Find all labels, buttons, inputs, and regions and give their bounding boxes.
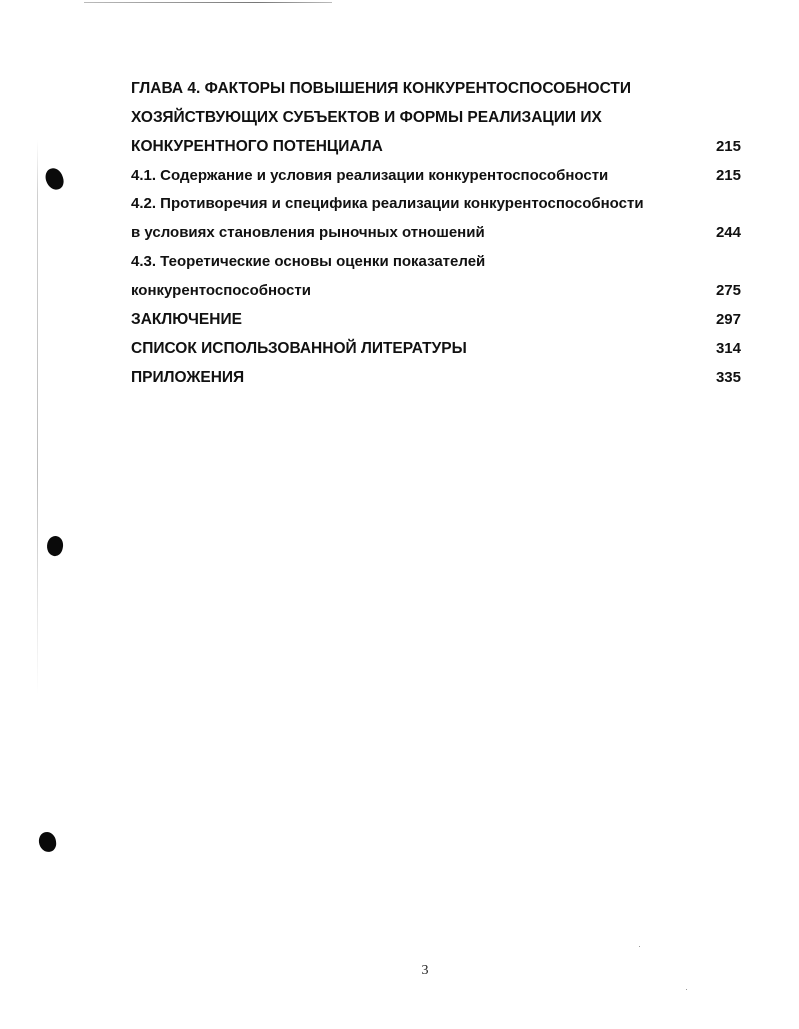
toc-entry — [0, 107, 799, 129]
toc-entry-title: ЗАКЛЮЧЕНИЕ — [131, 311, 242, 328]
toc-entry — [0, 338, 799, 360]
toc-entry — [0, 222, 799, 244]
toc-entry-title: 4.3. Теоретические основы оценки показателей — [131, 253, 486, 270]
toc-entry — [0, 309, 799, 331]
toc-entry-title: ХОЗЯЙСТВУЮЩИХ СУБЪЕКТОВ И ФОРМЫ РЕАЛИЗАЦИИ ИХ — [131, 109, 602, 126]
toc-entry — [0, 193, 799, 215]
page-number: 3 — [421, 963, 429, 978]
toc-entry-page: 275 — [715, 282, 741, 299]
toc-entry-title: ПРИЛОЖЕНИЯ — [131, 369, 245, 386]
toc-entry-page: 314 — [715, 340, 741, 357]
toc-entry — [0, 280, 799, 302]
toc-entry-page: 297 — [715, 311, 741, 328]
toc-entry-title: конкурентоспособности — [131, 282, 311, 299]
toc-entry-title: ГЛАВА 4. ФАКТОРЫ ПОВЫШЕНИЯ КОНКУРЕНТОСПОСОБНОСТИ — [131, 80, 631, 97]
toc-entry-title: КОНКУРЕНТНОГО ПОТЕНЦИАЛА — [131, 138, 383, 155]
toc-entry-page: 215 — [715, 138, 741, 155]
toc-entry-page: 215 — [715, 167, 741, 184]
toc-entry — [0, 136, 799, 158]
toc-entry-title: в условиях становления рыночных отношений — [131, 224, 485, 241]
toc-entry-title: 4.2. Противоречия и специфика реализации конкурентоспособности — [131, 195, 644, 212]
toc-entry — [0, 165, 799, 187]
toc-entry — [0, 367, 799, 389]
toc-entry — [0, 78, 799, 100]
toc-entry-page: 244 — [715, 224, 741, 241]
toc-entry-page: 335 — [715, 369, 741, 386]
toc-entry-title: 4.1. Содержание и условия реализации конкурентоспособности — [131, 167, 609, 184]
toc-entry — [0, 251, 799, 273]
toc-entry-title: СПИСОК ИСПОЛЬЗОВАННОЙ ЛИТЕРАТУРЫ — [131, 340, 467, 357]
